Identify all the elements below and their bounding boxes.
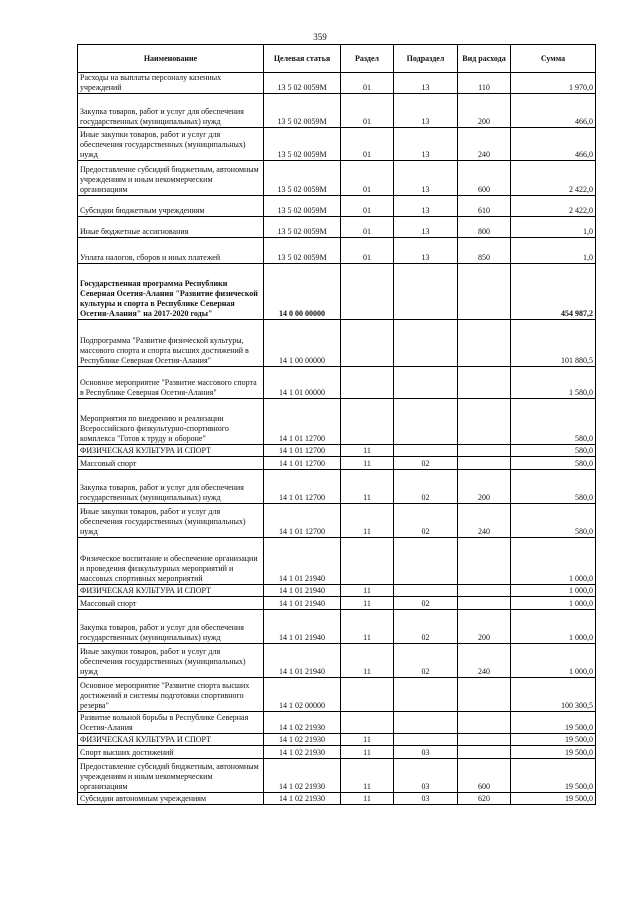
row-name: Развитие вольной борьбы в Республике Северная Осетия-Алания <box>78 712 264 734</box>
table-row <box>78 746 596 759</box>
row-section: 01 <box>341 217 394 238</box>
table-row <box>78 457 596 470</box>
row-expense-type <box>458 712 511 734</box>
table-row <box>78 196 596 217</box>
row-subsection <box>394 445 458 457</box>
header-code: Целевая статья <box>264 45 341 73</box>
row-code: 14 1 02 21930 <box>264 746 341 759</box>
table-row <box>78 94 596 128</box>
row-section: 01 <box>341 128 394 161</box>
row-section: 11 <box>341 585 394 597</box>
row-section: 01 <box>341 161 394 196</box>
row-code: 13 5 02 0059М <box>264 161 341 196</box>
row-amount: 580,0 <box>511 457 596 470</box>
row-expense-type: 200 <box>458 94 511 128</box>
row-expense-type <box>458 445 511 457</box>
row-code: 14 1 01 12700 <box>264 457 341 470</box>
row-code: 14 1 01 12700 <box>264 470 341 504</box>
row-section: 11 <box>341 470 394 504</box>
row-expense-type <box>458 678 511 712</box>
row-section: 11 <box>341 504 394 538</box>
row-code: 14 1 01 21940 <box>264 644 341 678</box>
row-code: 14 1 01 12700 <box>264 445 341 457</box>
row-name: Мероприятия по внедрению и реализации Всероссийского физкультурно-спортивного комплекса "Готов к труду и обороне" <box>78 399 264 445</box>
table-row <box>78 504 596 538</box>
row-amount: 1 970,0 <box>511 73 596 94</box>
row-section: 01 <box>341 196 394 217</box>
row-expense-type: 800 <box>458 217 511 238</box>
table-row <box>78 73 596 94</box>
row-amount: 1,0 <box>511 238 596 264</box>
row-expense-type: 850 <box>458 238 511 264</box>
row-code: 14 1 02 21930 <box>264 712 341 734</box>
table-row <box>78 759 596 793</box>
row-subsection: 03 <box>394 746 458 759</box>
row-name: ФИЗИЧЕСКАЯ КУЛЬТУРА И СПОРТ <box>78 445 264 457</box>
row-subsection: 13 <box>394 238 458 264</box>
table-row <box>78 644 596 678</box>
page-number: 359 <box>313 32 327 42</box>
header-name: Наименование <box>78 45 264 73</box>
row-name: ФИЗИЧЕСКАЯ КУЛЬТУРА И СПОРТ <box>78 585 264 597</box>
row-expense-type <box>458 399 511 445</box>
row-name: Закупка товаров, работ и услуг для обеспечения государственных (муниципальных) нужд <box>78 610 264 644</box>
row-expense-type: 110 <box>458 73 511 94</box>
row-subsection <box>394 734 458 746</box>
row-name: Расходы на выплаты персоналу казенных учреждений <box>78 73 264 94</box>
row-name: Подпрограмма "Развитие физической культуры, массового спорта и спорта высших достижений в Республике Северная Осетия-Алания" <box>78 320 264 367</box>
table-row <box>78 678 596 712</box>
row-section: 11 <box>341 746 394 759</box>
table-row <box>78 585 596 597</box>
row-expense-type <box>458 457 511 470</box>
row-subsection <box>394 538 458 585</box>
row-subsection <box>394 367 458 399</box>
row-expense-type: 240 <box>458 644 511 678</box>
row-subsection: 02 <box>394 597 458 610</box>
row-subsection: 03 <box>394 793 458 805</box>
row-code: 13 5 02 0059М <box>264 73 341 94</box>
row-subsection: 02 <box>394 610 458 644</box>
row-amount: 2 422,0 <box>511 161 596 196</box>
header-section: Раздел <box>341 45 394 73</box>
row-section <box>341 367 394 399</box>
row-section <box>341 678 394 712</box>
row-expense-type <box>458 597 511 610</box>
row-subsection <box>394 585 458 597</box>
row-section: 11 <box>341 793 394 805</box>
row-name: Субсидии автономным учреждениям <box>78 793 264 805</box>
row-code: 14 1 01 12700 <box>264 504 341 538</box>
table-row <box>78 712 596 734</box>
row-section <box>341 538 394 585</box>
row-name: Уплата налогов, сборов и иных платежей <box>78 238 264 264</box>
row-section: 01 <box>341 238 394 264</box>
row-code: 14 1 01 21940 <box>264 538 341 585</box>
row-expense-type <box>458 734 511 746</box>
row-name: Иные закупки товаров, работ и услуг для обеспечения государственных (муниципальных) нужд <box>78 128 264 161</box>
row-section <box>341 264 394 320</box>
row-amount: 580,0 <box>511 399 596 445</box>
row-name: Массовый спорт <box>78 597 264 610</box>
row-expense-type: 600 <box>458 759 511 793</box>
row-subsection: 13 <box>394 94 458 128</box>
row-amount: 2 422,0 <box>511 196 596 217</box>
row-name: Иные бюджетные ассигнования <box>78 217 264 238</box>
table-row <box>78 217 596 238</box>
table-row <box>78 445 596 457</box>
row-expense-type: 600 <box>458 161 511 196</box>
row-subsection: 02 <box>394 644 458 678</box>
row-code: 13 5 02 0059М <box>264 196 341 217</box>
table-row <box>78 610 596 644</box>
row-amount: 580,0 <box>511 445 596 457</box>
row-expense-type <box>458 367 511 399</box>
row-name: Спорт высших достижений <box>78 746 264 759</box>
row-name: ФИЗИЧЕСКАЯ КУЛЬТУРА И СПОРТ <box>78 734 264 746</box>
row-subsection: 13 <box>394 73 458 94</box>
row-name: Предоставление субсидий бюджетным, автономным учреждениям и иным некоммерческим организациям <box>78 161 264 196</box>
row-expense-type <box>458 585 511 597</box>
row-expense-type: 610 <box>458 196 511 217</box>
row-section <box>341 399 394 445</box>
row-section: 11 <box>341 445 394 457</box>
row-code: 13 5 02 0059М <box>264 238 341 264</box>
row-name: Закупка товаров, работ и услуг для обеспечения государственных (муниципальных) нужд <box>78 470 264 504</box>
row-name: Массовый спорт <box>78 457 264 470</box>
row-amount: 466,0 <box>511 128 596 161</box>
table-row <box>78 538 596 585</box>
row-name: Физическое воспитание и обеспечение организации и проведения физкультурных мероприятий и массовых спортивных мероприятий <box>78 538 264 585</box>
row-subsection: 02 <box>394 457 458 470</box>
row-code: 14 1 01 12700 <box>264 399 341 445</box>
row-amount: 1 000,0 <box>511 585 596 597</box>
row-code: 14 1 02 21930 <box>264 793 341 805</box>
row-section: 11 <box>341 759 394 793</box>
table-header-row <box>78 45 596 73</box>
row-amount: 100 300,5 <box>511 678 596 712</box>
row-name: Предоставление субсидий бюджетным, автономным учреждениям и иным некоммерческим организациям <box>78 759 264 793</box>
table-row <box>78 399 596 445</box>
row-subsection <box>394 712 458 734</box>
table-row <box>78 238 596 264</box>
row-amount: 466,0 <box>511 94 596 128</box>
row-expense-type <box>458 320 511 367</box>
row-name: Иные закупки товаров, работ и услуг для обеспечения государственных (муниципальных) нужд <box>78 504 264 538</box>
row-code: 14 1 01 00000 <box>264 367 341 399</box>
row-expense-type: 200 <box>458 610 511 644</box>
row-section <box>341 712 394 734</box>
table-row <box>78 128 596 161</box>
row-section: 11 <box>341 644 394 678</box>
row-amount: 454 987,2 <box>511 264 596 320</box>
table-row <box>78 161 596 196</box>
row-name: Закупка товаров, работ и услуг для обеспечения государственных (муниципальных) нужд <box>78 94 264 128</box>
row-subsection: 02 <box>394 504 458 538</box>
table-row <box>78 470 596 504</box>
budget-table <box>77 44 596 805</box>
row-subsection: 02 <box>394 470 458 504</box>
row-subsection: 13 <box>394 128 458 161</box>
row-amount: 580,0 <box>511 504 596 538</box>
row-amount: 1 580,0 <box>511 367 596 399</box>
row-code: 14 1 01 21940 <box>264 597 341 610</box>
row-amount: 19 500,0 <box>511 759 596 793</box>
row-section: 11 <box>341 597 394 610</box>
row-name: Субсидии бюджетным учреждениям <box>78 196 264 217</box>
header-amount: Сумма <box>511 45 596 73</box>
row-code: 13 5 02 0059М <box>264 128 341 161</box>
row-amount: 101 880,5 <box>511 320 596 367</box>
header-subsection: Подраздел <box>394 45 458 73</box>
row-expense-type <box>458 538 511 585</box>
row-section: 01 <box>341 73 394 94</box>
row-amount: 19 500,0 <box>511 734 596 746</box>
row-expense-type: 240 <box>458 128 511 161</box>
row-expense-type <box>458 746 511 759</box>
row-section: 11 <box>341 457 394 470</box>
row-subsection <box>394 320 458 367</box>
row-amount: 1 000,0 <box>511 538 596 585</box>
row-amount: 580,0 <box>511 470 596 504</box>
row-amount: 19 500,0 <box>511 793 596 805</box>
row-code: 14 0 00 00000 <box>264 264 341 320</box>
row-subsection: 13 <box>394 196 458 217</box>
row-expense-type: 200 <box>458 470 511 504</box>
row-subsection: 13 <box>394 161 458 196</box>
table-row <box>78 320 596 367</box>
row-section: 11 <box>341 734 394 746</box>
row-subsection: 13 <box>394 217 458 238</box>
row-code: 13 5 02 0059М <box>264 94 341 128</box>
row-subsection: 03 <box>394 759 458 793</box>
table-row <box>78 264 596 320</box>
table-row <box>78 597 596 610</box>
row-section <box>341 320 394 367</box>
row-amount: 1 000,0 <box>511 597 596 610</box>
row-expense-type: 240 <box>458 504 511 538</box>
row-amount: 1 000,0 <box>511 610 596 644</box>
row-amount: 19 500,0 <box>511 712 596 734</box>
row-expense-type <box>458 264 511 320</box>
row-amount: 1,0 <box>511 217 596 238</box>
row-amount: 19 500,0 <box>511 746 596 759</box>
row-code: 14 1 02 21930 <box>264 734 341 746</box>
row-name: Иные закупки товаров, работ и услуг для обеспечения государственных (муниципальных) нужд <box>78 644 264 678</box>
table-row <box>78 793 596 805</box>
row-section: 11 <box>341 610 394 644</box>
row-name: Государственная программа Республики Северная Осетия-Алания "Развитие физической культуры и спорта в Республике Северная Осетия-Алания" на 2017-2020 годы" <box>78 264 264 320</box>
row-code: 14 1 02 00000 <box>264 678 341 712</box>
table-row <box>78 367 596 399</box>
row-subsection <box>394 264 458 320</box>
row-expense-type: 620 <box>458 793 511 805</box>
row-code: 14 1 00 00000 <box>264 320 341 367</box>
row-name: Основное мероприятие "Развитие спорта высших достижений и системы подготовки спортивного резерва" <box>78 678 264 712</box>
row-amount: 1 000,0 <box>511 644 596 678</box>
row-code: 14 1 02 21930 <box>264 759 341 793</box>
row-code: 14 1 01 21940 <box>264 585 341 597</box>
row-code: 14 1 01 21940 <box>264 610 341 644</box>
row-section: 01 <box>341 94 394 128</box>
table-row <box>78 734 596 746</box>
header-expense-type: Вид расхода <box>458 45 511 73</box>
row-name: Основное мероприятие "Развитие массового спорта в Республике Северная Осетия-Алания" <box>78 367 264 399</box>
row-code: 13 5 02 0059М <box>264 217 341 238</box>
row-subsection <box>394 399 458 445</box>
row-subsection <box>394 678 458 712</box>
